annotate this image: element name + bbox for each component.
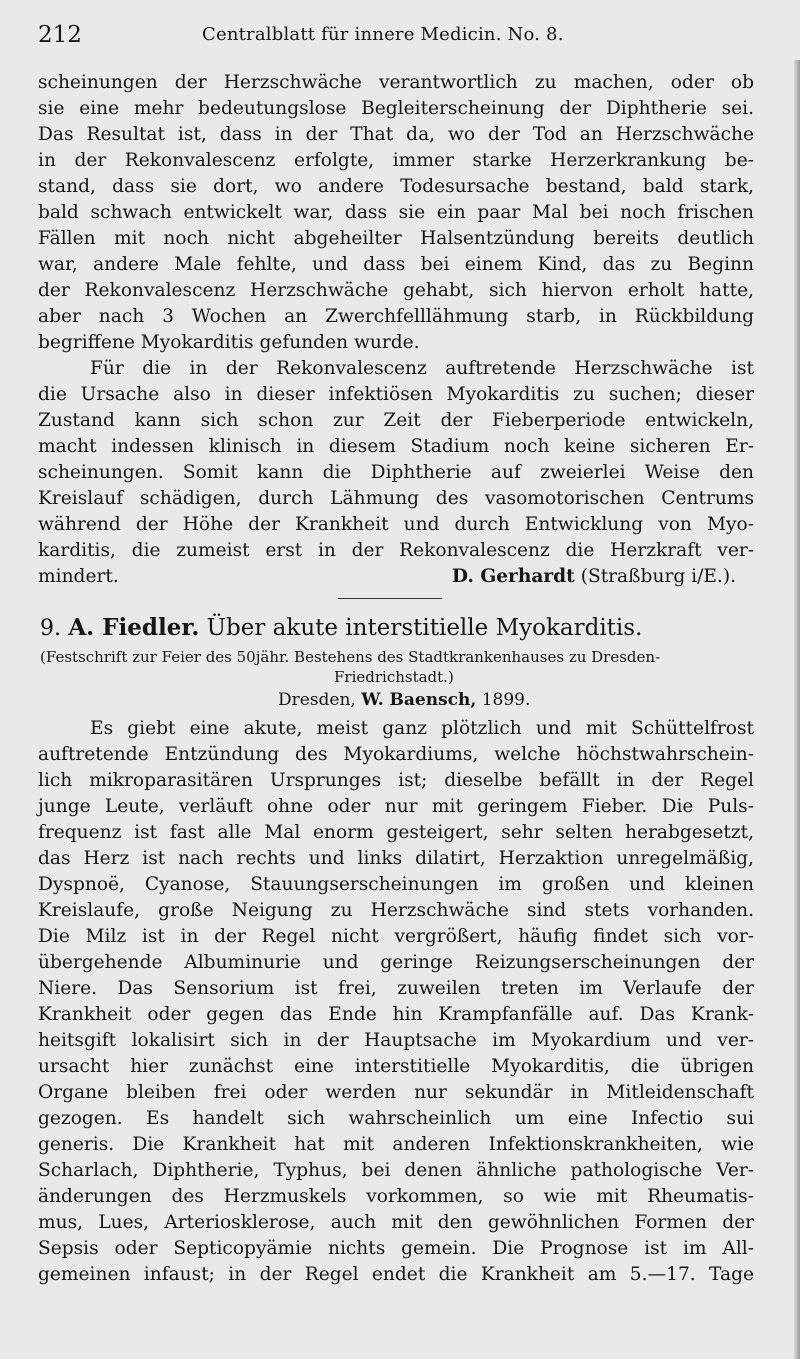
- text-line: während der Höhe der Krankheit und durch Entwicklung von Myo-: [38, 514, 754, 535]
- text-line: Zustand kann sich schon zur Zeit der Fieberperiode entwickeln,: [38, 410, 754, 431]
- running-title: Centralblatt für innere Medicin. No. 8.: [202, 24, 564, 45]
- text-line: Das Resultat ist, dass in der That da, wo der Tod an Herzschwäche: [38, 124, 754, 145]
- text-line: Kreislaufe, große Neigung zu Herzschwäche sind stets vorhanden.: [38, 900, 754, 921]
- text-line: junge Leute, verläuft ohne oder nur mit geringem Fieber. Die Puls-: [38, 796, 754, 817]
- text-line: Fällen mit noch nicht abgeheilter Halsentzündung bereits deutlich: [38, 228, 754, 249]
- section-divider: [338, 598, 442, 599]
- text-line: aber nach 3 Wochen an Zwerchfelllähmung starb, in Rückbildung: [38, 306, 754, 327]
- publication-info: [278, 690, 530, 710]
- page-edge-shadow: [794, 60, 800, 1359]
- text-line: Für die in der Rekonvalescenz auftretende Herzschwäche ist: [90, 358, 754, 379]
- reviewer-name: D. Gerhardt: [451, 566, 575, 587]
- text-line: das Herz ist nach rechts und links dilatirt, Herzaktion unregelmäßig,: [38, 848, 754, 869]
- text-line: mus, Lues, Arteriosklerose, auch mit den gewöhnlichen Formen der: [38, 1212, 754, 1233]
- text-line: Krankheit oder gegen das Ende hin Krampfanfälle auf. Das Krank-: [38, 1004, 754, 1025]
- text-line: auftretende Entzündung des Myokardiums, welche höchstwahrschein-: [38, 744, 754, 765]
- page-number: 212: [38, 22, 82, 48]
- text-line: Die Milz ist in der Regel nicht vergrößert, häufig findet sich vor-: [38, 926, 754, 947]
- text-line: stand, dass sie dort, wo andere Todesursache bestand, bald stark,: [38, 176, 754, 197]
- text-line: die Ursache also in dieser infektiösen Myokarditis zu suchen; dieser: [38, 384, 754, 405]
- text-line: der Rekonvalescenz Herzschwäche gehabt, sich hiervon erholt hatte,: [38, 280, 754, 301]
- text-line: begriffene Myokarditis gefunden wurde.: [38, 332, 420, 353]
- article-heading: [40, 614, 642, 641]
- text-line: heitsgift lokalisirt sich in der Hauptsache im Myokardium und ver-: [38, 1030, 754, 1051]
- article-number: 9.: [40, 616, 61, 641]
- text-line: lich mikroparasitären Ursprunges ist; dieselbe befällt in der Regel: [38, 770, 754, 791]
- article-title: Über akute interstitielle Myokarditis.: [206, 615, 643, 641]
- text-line: ursacht hier zunächst eine interstitielle Myokarditis, die übrigen: [38, 1056, 754, 1077]
- text-line: Dyspnoë, Cyanose, Stauungserscheinungen im großen und kleinen: [38, 874, 754, 895]
- text-line: Scharlach, Diphtherie, Typhus, bei denen ähnliche pathologische Ver-: [38, 1160, 754, 1181]
- page-header: [38, 22, 758, 54]
- text-line: generis. Die Krankheit hat mit anderen Infektionskrankheiten, wie: [38, 1134, 754, 1155]
- publisher-city: Dresden,: [278, 690, 356, 710]
- text-line: scheinungen der Herzschwäche verantwortlich zu machen, oder ob: [38, 72, 754, 93]
- text-line: scheinungen. Somit kann die Diphtherie auf zweierlei Weise den: [38, 462, 754, 483]
- reviewer-place: (Straßburg i/E.).: [580, 566, 736, 587]
- text-line: übergehende Albuminurie und geringe Reizungserscheinungen der: [38, 952, 754, 973]
- reviewer-signature: [452, 564, 736, 590]
- text-line: frequenz ist fast alle Mal enorm gesteigert, sehr selten herabgesetzt,: [38, 822, 754, 843]
- text-line: Kreislauf schädigen, durch Lähmung des vasomotorischen Centrums: [38, 488, 754, 509]
- closing-word: mindert.: [38, 566, 119, 587]
- festschrift-line: (Festschrift zur Feier des 50jähr. Bestehens des Stadtkrankenhauses zu Dresden-: [40, 648, 661, 666]
- article-author: A. Fiedler.: [68, 614, 200, 641]
- text-line: gemeinen infaust; in der Regel endet die Krankheit am 5.—17. Tage: [38, 1264, 754, 1285]
- text-line: Niere. Das Sensorium ist frei, zuweilen treten im Verlaufe der: [38, 978, 754, 999]
- text-line: karditis, die zumeist erst in der Rekonvalescenz die Herzkraft ver-: [38, 540, 754, 561]
- text-line: sie eine mehr bedeutungslose Begleiterscheinung der Diphtherie sei.: [38, 98, 754, 119]
- text-line: Sepsis oder Septicopyämie nichts gemein. Die Prognose ist im All-: [38, 1238, 754, 1259]
- text-line: Es giebt eine akute, meist ganz plötzlich und mit Schüttelfrost: [90, 718, 754, 739]
- text-line: in der Rekonvalescenz erfolgte, immer starke Herzerkrankung be-: [38, 150, 754, 171]
- text-line: war, andere Male fehlte, und dass bei einem Kind, das zu Beginn: [38, 254, 754, 275]
- publication-year: 1899.: [481, 690, 531, 710]
- text-line: änderungen des Herzmuskels vorkommen, so wie mit Rheumatis-: [38, 1186, 754, 1207]
- festschrift-line: Friedrichstadt.): [334, 668, 454, 686]
- publisher-name: W. Baensch,: [361, 690, 477, 710]
- text-line: macht indessen klinisch in diesem Stadium noch keine sicheren Er-: [38, 436, 754, 457]
- text-line: gezogen. Es handelt sich wahrscheinlich um eine Infectio sui: [38, 1108, 754, 1129]
- text-line: Organe bleiben frei oder werden nur sekundär in Mitleidenschaft: [38, 1082, 754, 1103]
- text-line: bald schwach entwickelt war, dass sie ein paar Mal bei noch frischen: [38, 202, 754, 223]
